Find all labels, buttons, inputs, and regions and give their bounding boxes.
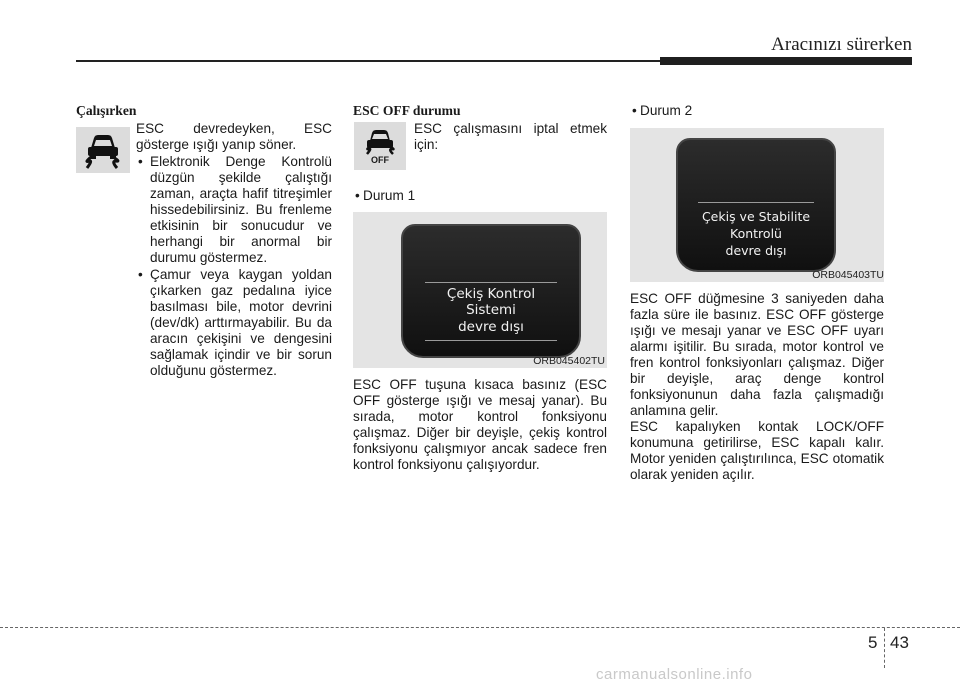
header-bar xyxy=(660,57,912,65)
case-1-label: • Durum 1 xyxy=(353,188,607,204)
bullet-item: • Çamur veya kaygan yoldan çıkarken gaz pedalına iyice basılması bile, motor devrini (dev/dk) arttırmayabilir. Bu da aracın çekişini ve dengesini sağlamak içindir ve bir sorun olduğunu göstermez. xyxy=(136,267,332,379)
bullet-item: • Elektronik Denge Kontrolü düzgün şekilde çalıştığı zaman, araçta hafif titreşimler hissedebilirsiniz. Bu frenleme etkisinin bir sonucudur ve herhangi bir anormal bir durumu göstermez. xyxy=(136,154,332,266)
cluster-screen-1 xyxy=(401,224,581,358)
column-1 xyxy=(76,103,332,119)
esc-off-indicator-box xyxy=(354,122,406,170)
footer-rule xyxy=(0,627,960,628)
esc-off-intro-text: ESC çalışmasını iptal etmek için: xyxy=(414,121,607,152)
column-3-body xyxy=(630,291,884,483)
screen-line: devre dışı xyxy=(458,319,524,335)
figure-caption-2: ORB045403TU xyxy=(812,269,884,281)
watermark: carmanualsonline.info xyxy=(596,666,753,683)
column-2-body xyxy=(353,377,607,473)
chapter-number: 5 xyxy=(868,633,878,652)
off-label: OFF xyxy=(371,155,389,165)
page-number-separator xyxy=(884,628,885,668)
section-heading-operating: Çalışırken xyxy=(76,103,137,118)
figure-caption-1: ORB045402TU xyxy=(533,355,605,367)
esc-skid-car-icon xyxy=(81,130,125,170)
cluster-screen-2 xyxy=(676,138,836,272)
screen-line: Sistemi xyxy=(466,302,516,318)
page-header-title: Aracınızı sürerken xyxy=(771,34,912,55)
screen-divider-top xyxy=(698,202,814,203)
screen-line: Kontrolü xyxy=(730,226,782,241)
screen-line: Çekiş Kontrol xyxy=(446,286,536,302)
header-rule xyxy=(76,60,660,62)
case-2-description: ESC OFF düğmesine 3 saniyeden daha fazla süre ile basınız. ESC OFF gösterge ışığı ve mesajı yanar ve ESC OFF uyarı alarmı işitilir. Bu sırada, motor kontrol ve fren kontrol fonksiyonları çalışmaz. Diğer bir deyişle, araç denge kontrol fonksiyonunun daha fazla çalışmadığı anlamına gelir. xyxy=(630,291,884,418)
screen-divider-bottom xyxy=(425,340,557,341)
esc-off-car-icon xyxy=(362,127,398,155)
case-1-label-wrap xyxy=(353,188,607,204)
case-2-label: • Durum 2 xyxy=(630,103,884,119)
column-2 xyxy=(353,103,607,119)
esc-lock-off-note: ESC kapalıyken kontak LOCK/OFF konumuna getirilirse, ESC kapalı kalır. Motor yeniden çalıştırılınca, ESC otomatik olarak yeniden açılır. xyxy=(630,419,884,482)
screen-line: devre dışı xyxy=(725,243,787,258)
esc-blink-text: ESC devredeyken, ESC gösterge ışığı yanıp söner. xyxy=(136,121,332,152)
case-1-description: ESC OFF tuşuna kısaca basınız (ESC OFF gösterge ışığı ve mesaj yanar). Bu sırada, motor kontrol fonksiyonu çalışmaz. Diğer bir deyişle, çekiş kontrol fonksiyonu çalışmıyor ancak sadece fren kontrol fonksiyonu çalışıyordur. xyxy=(353,377,607,472)
screen-divider-top xyxy=(425,282,557,283)
screen-line: Çekiş ve Stabilite xyxy=(701,209,811,224)
column-3 xyxy=(630,103,884,119)
column-1-body xyxy=(136,121,332,379)
page-number: 43 xyxy=(890,633,909,652)
cluster-display-1 xyxy=(353,212,607,368)
column-2-intro xyxy=(414,121,607,153)
cluster-display-2 xyxy=(630,128,884,282)
esc-indicator-box xyxy=(76,127,130,173)
section-heading-esc-off: ESC OFF durumu xyxy=(353,103,461,118)
